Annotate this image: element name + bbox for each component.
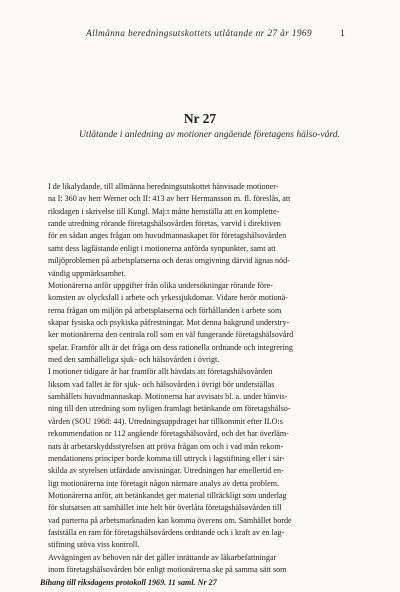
text-line: Motionärerna anför uppgifter från olika undersökningar rörande före- — [48, 280, 273, 290]
text-line: spelar. Framför allt är det fråga om dess rationella ordnande och integrering — [48, 342, 293, 352]
text-line: nats åt arbetarskyddsstyrelsen att pröva frågan om och i vad mån rekom- — [48, 441, 284, 451]
text-line: na I: 360 av herr Werner och II: 413 av herr Hermansson m. fl. föreslås, att — [48, 194, 291, 204]
text-line: för slutsatsen att samhället inte helt bör överlåta företagshälsovården till — [48, 503, 282, 513]
paragraph — [40, 181, 356, 280]
text-line: Motionärerna anför, att betänkandet ger material tillräckligt som underlag — [48, 490, 287, 500]
text-line: vändig uppmärksamhet. — [48, 268, 126, 278]
page-number: 1 — [340, 28, 345, 39]
text-line: stiftning utöva viss kontroll. — [48, 540, 140, 550]
text-line: samt dess lagfästande enligt i motionerna anförda synpunkter, samt att — [48, 243, 276, 253]
text-line: skilda av styrelsen utfärdade anvisningar. Utredningen har emellertid en- — [48, 466, 284, 476]
document-body — [40, 181, 356, 589]
text-line: rande utredning rörande företagshälsovården företas, varvid i direktiven — [48, 219, 281, 229]
text-line: ning till den utredning som nyligen framlagt betänkande om företagshälso- — [48, 404, 291, 414]
text-line: miljöproblemen på arbetsplatserna och deras omgivning därvid ägnas nöd- — [48, 256, 290, 266]
text-line: rekommendation nr 112 angående företagshälsovård, och det har överläm- — [48, 429, 289, 439]
running-header: Allmänna beredningsutskottets utlåtande nr 27 år 1969 — [86, 29, 313, 39]
text-line: liksom vad fallet är för sjuk- och hälsovården i övrigt bör underställas — [48, 379, 275, 389]
text-line: komsten av olycksfall i arbete och yrkessjukdomar. Vidare berör motionä- — [48, 293, 288, 303]
text-line: skapar fysiska och psykiska påfrestningar. Mot denna bakgrund understry- — [48, 317, 290, 327]
text-line: för en sådan anges frågan om huvudmannaskapet för företagshälsovården — [48, 231, 287, 241]
text-line: Avvägningen av behoven när det gäller inrättande av läkarbefattningar — [48, 552, 277, 562]
text-line: ker motionärerna den centrala roll som en väl fungerande företagshälsovård — [48, 330, 294, 340]
text-line: fastställa en ram för företagshälsovårdens ordnande och i kraft av en lag- — [48, 528, 285, 538]
text-line: mendationens principer borde komma till uttryck i lagstiftning eller i sär- — [48, 453, 285, 463]
text-line: med den samhälleliga sjuk- och hälsovården i övrigt. — [48, 355, 220, 365]
document-subtitle: Utlåtande i anledning av motioner angående företagens hälso-vård. — [79, 129, 340, 140]
text-line: I de likalydande, till allmänna beredningsutskottet hänvisade motioner- — [48, 182, 279, 191]
text-line: vården (SOU 1968: 44). Utredningsuppdraget har tillkommit efter ILO:s — [48, 416, 283, 426]
paragraph — [40, 552, 356, 577]
paragraph — [40, 366, 356, 551]
footer-line: Bihang till riksdagens protokoll 1969. 11 saml. Nr 27 — [40, 577, 217, 587]
paragraph — [40, 280, 356, 367]
document-title: Nr 27 — [183, 111, 217, 126]
text-line: inom företagshälsovården bör enligt motionärerna ske på samma sätt som — [48, 565, 287, 575]
text-line: vad parterna på arbetsmarknaden kan komma överens om. Samhället borde — [48, 515, 292, 525]
text-line: I motioner tidigare år har framför allt hävdats att företagshälsovården — [48, 367, 273, 377]
text-line: ligt motionärerna inte företagit någon närmare analys av detta problem. — [48, 478, 280, 488]
text-line: samhällets huvudmannaskap. Motionerna har avvisats bl. a. under hänvis- — [48, 392, 288, 402]
text-line: riksdagen i skrivelse till Kungl. Maj:t måtte hemställa att en komplette- — [48, 206, 280, 216]
text-line: rerna frågan om miljön på arbetsplatserna och förhållanden i arbete som — [48, 305, 282, 315]
